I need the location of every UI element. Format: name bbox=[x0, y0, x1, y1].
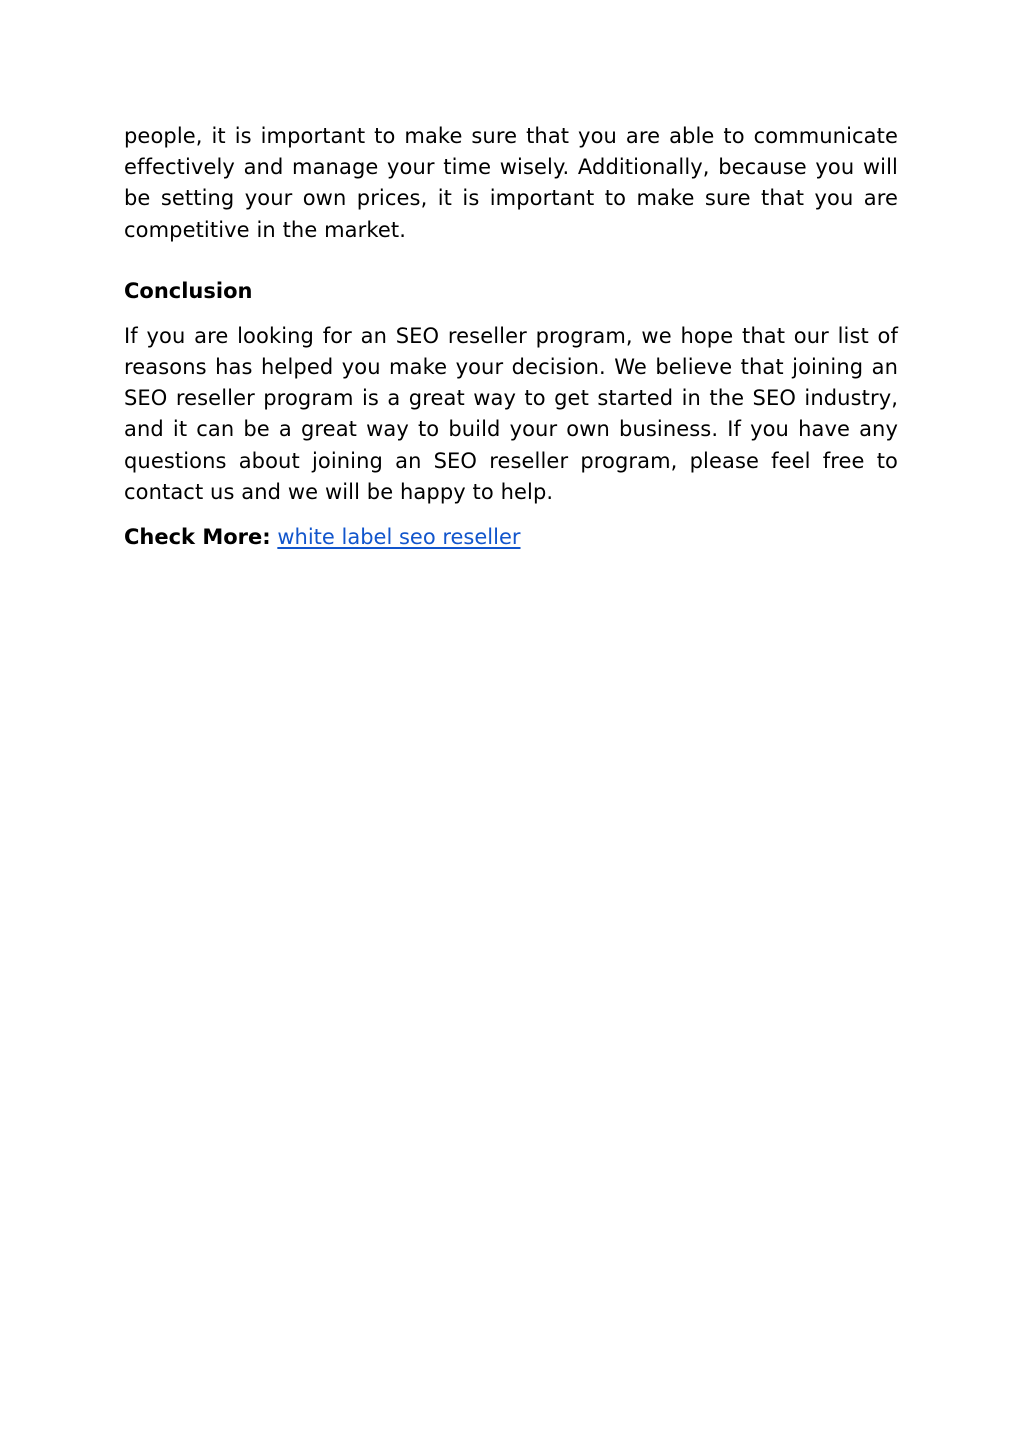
check-more-label: Check More: bbox=[124, 525, 271, 550]
intro-paragraph: people, it is important to make sure that you are able to communicate effectively and manage your time wisely. Additionally, because you will be setting your own prices, it is important to make sure that you are competitive in the market. bbox=[124, 124, 898, 242]
check-more-line bbox=[124, 522, 898, 553]
conclusion-heading: Conclusion bbox=[124, 278, 253, 303]
white-label-seo-reseller-link[interactable]: white label seo reseller bbox=[277, 525, 521, 550]
conclusion-paragraph: If you are looking for an SEO reseller program, we hope that our list of reasons has helped you make your decision. We believe that joining an SEO reseller program is a great way to get started in the SEO industry, and it can be a great way to build your own business. If you have any questions about joining an SEO reseller program, please feel free to contact us and we will be happy to help. bbox=[124, 323, 898, 504]
document-body bbox=[124, 121, 898, 553]
